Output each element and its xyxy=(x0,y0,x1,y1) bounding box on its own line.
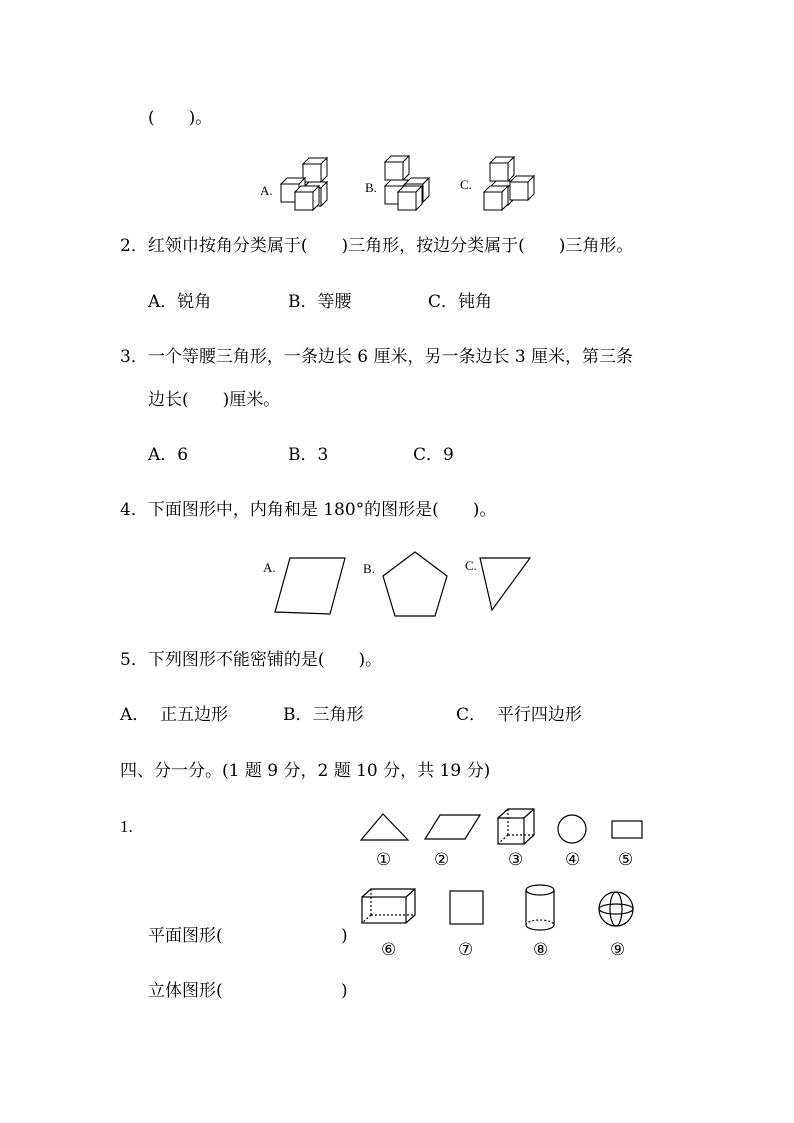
shape-number-8: ⑧ xyxy=(533,940,549,960)
shape-3-cube xyxy=(498,809,534,844)
shape-number-9: ⑨ xyxy=(610,940,626,960)
shape-number-4: ④ xyxy=(565,850,581,870)
shape-number-7: ⑦ xyxy=(458,940,474,960)
q3-option-a: A．6 xyxy=(148,445,189,465)
shape-4-circle xyxy=(558,815,586,843)
shape-5-rectangle xyxy=(612,821,642,838)
q2-stem: 2．红领巾按角分类属于( )三角形，按边分类属于( )三角形。 xyxy=(120,236,634,256)
shape-number-2: ② xyxy=(434,850,450,870)
cube-option-b-label: B. xyxy=(365,180,377,195)
solid-shapes-label: 立体图形( xyxy=(148,981,223,1001)
q2-option-c: C．钝角 xyxy=(428,292,493,312)
section-4-q1-number: 1. xyxy=(120,817,133,836)
q5-stem: 5．下列图形不能密铺的是( )。 xyxy=(120,650,383,670)
shape-number-1: ① xyxy=(376,850,392,870)
shape-9-sphere xyxy=(599,892,633,926)
q3-option-b: B．3 xyxy=(288,445,329,465)
cube-option-a-label: A. xyxy=(260,183,273,198)
shape-1-triangle xyxy=(361,814,408,840)
q4-option-a-label: A. xyxy=(263,560,276,575)
section-4-title: 四、分一分。(1 题 9 分，2 题 10 分，共 19 分) xyxy=(120,761,491,781)
q3-option-c: C．9 xyxy=(413,445,454,465)
shape-number-3: ③ xyxy=(508,850,524,870)
shape-7-square xyxy=(450,891,483,924)
solid-shapes-close-paren: ) xyxy=(341,981,348,1001)
q4-option-b-label: B. xyxy=(363,561,375,576)
shape-number-6: ⑥ xyxy=(381,940,397,960)
q5-option-a: A． 正五边形 xyxy=(120,705,229,725)
q2-option-b: B．等腰 xyxy=(288,292,352,312)
q3-stem-line2: 边长( )厘米。 xyxy=(148,390,281,410)
shape-6-cuboid xyxy=(362,889,415,923)
question-blank-line: ( )。 xyxy=(148,108,213,128)
plane-shapes-label: 平面图形( xyxy=(148,926,223,946)
q2-option-a: A．锐角 xyxy=(148,292,212,312)
q4-option-c-label: C. xyxy=(465,558,477,573)
plane-shapes-close-paren: ) xyxy=(341,926,348,946)
q5-option-b: B．三角形 xyxy=(283,705,364,725)
q4-stem: 4．下面图形中，内角和是 180°的图形是( )。 xyxy=(120,500,497,520)
shape-8-cylinder xyxy=(526,885,554,930)
cube-option-c-label: C. xyxy=(460,177,472,192)
q5-option-c: C． 平行四边形 xyxy=(456,705,582,725)
q3-stem-line1: 3．一个等腰三角形，一条边长 6 厘米，另一条边长 3 厘米，第三条 xyxy=(120,347,634,367)
shape-number-5: ⑤ xyxy=(618,850,634,870)
shape-2-parallelogram xyxy=(425,815,480,839)
